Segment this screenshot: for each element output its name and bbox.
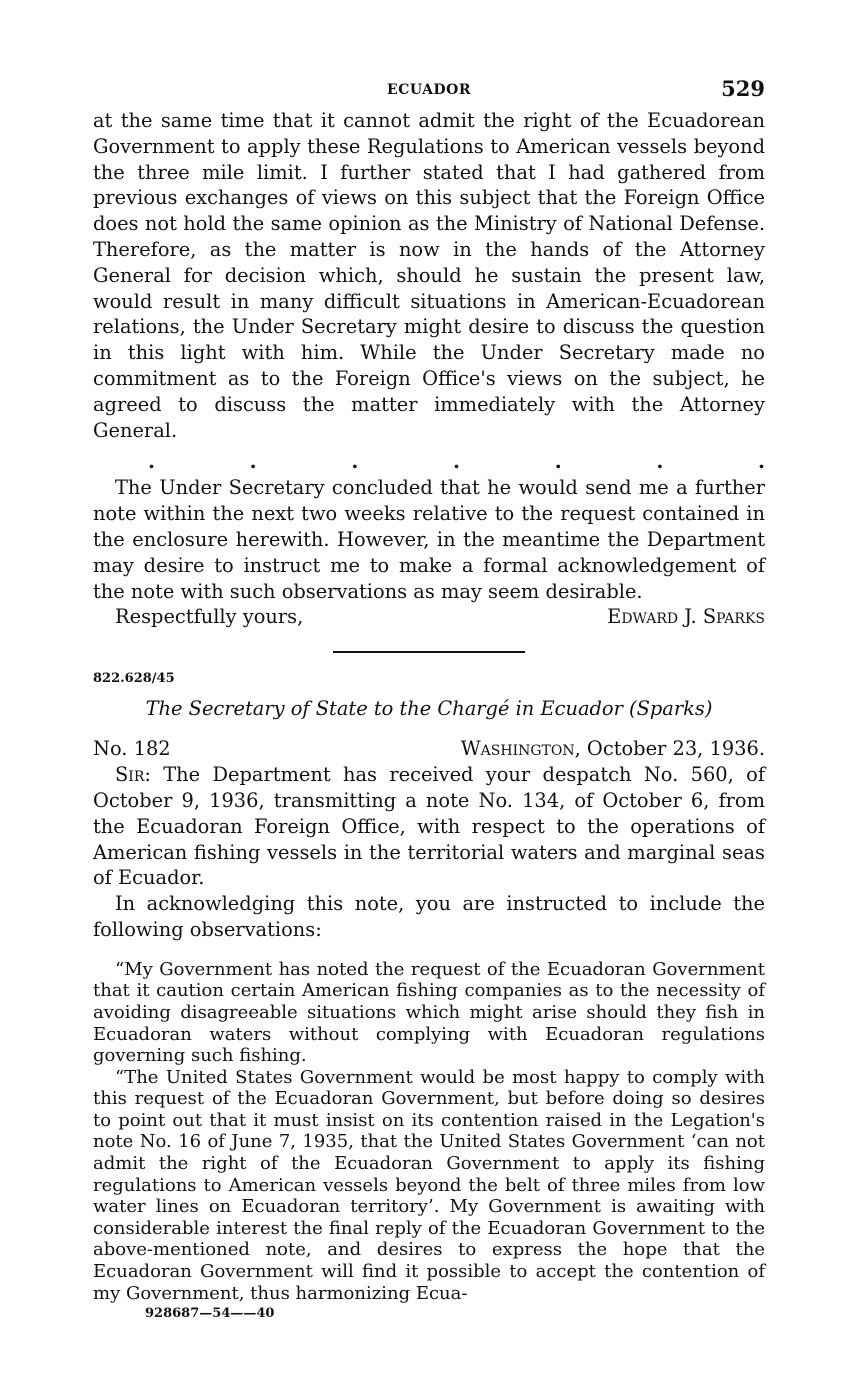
document-title: The Secretary of State to the Chargé in Ecuador (Sparks) [145, 697, 713, 721]
signatory-name: Edward J. Sparks [607, 605, 765, 629]
closing-paragraph: The Under Secretary concluded that he would send me a further note within the next two weeks relative to the request contained in the enclosure herewith. However, in the meantime the Department may desire to instruct me to make a formal acknowledgement of the note with such observations as may seem desirable. [93, 476, 765, 603]
ellipsis-dot: . [249, 449, 257, 474]
body-text: The Department has received your despatch No. 560, of October 9, 1936, transmitting a note No. 134, of October 6, from the Ecuadoran Foreign Office, with respect to the operations of American fishing vessels in the territorial waters and marginal seas of Ecuador. [93, 763, 765, 890]
place: Washington [460, 737, 575, 761]
section-divider [333, 651, 525, 653]
document-page [93, 74, 765, 1321]
ellipsis-dot: . [453, 449, 460, 474]
place-date [461, 736, 765, 762]
signature-block [93, 604, 765, 630]
ellipsis-dot: . [148, 449, 155, 474]
page-header [93, 74, 765, 108]
dateline [93, 736, 765, 762]
body-paragraph [93, 762, 765, 891]
continued-paragraph: at the same time that it cannot admit the right of the Ecuadorean Government to apply these Regulations to American vessels beyond the three mile limit. I further stated that I had gathered from previous exchanges of views on this subject that the Foreign Office does not hold the same opinion as the Ministry of National Defense. Therefore, as the matter is now in the hands of the Attorney General for decision which, should he sustain the present law, would result in many difficult situations in American-Ecuadorean relations, the Under Secretary might desire to discuss the question in this light with him. While the Under Secretary made no commitment as to the Foreign Office's views on the subject, he agreed to discuss the matter immediately with the Attorney General. [93, 109, 765, 442]
ellipsis-dot: . [758, 449, 765, 474]
ellipsis-dot: . [554, 449, 562, 474]
print-code: 928687—54——40 [145, 1306, 275, 1322]
ellipsis-dot: . [656, 449, 664, 474]
salutation: Sir: [115, 763, 151, 787]
complimentary-close: Respectfully yours, [115, 605, 304, 629]
page-number: 529 [721, 76, 765, 101]
ellipsis-dot: . [351, 449, 359, 474]
instruction-paragraph: In acknowledging this note, you are instructed to include the following observations: [93, 892, 765, 941]
ellipsis-row [93, 443, 765, 475]
file-number: 822.628/45 [93, 671, 175, 687]
quoted-paragraph: “The United States Government would be most happy to comply with this request of the Ecuadoran Government, but before doing so desires to point out that it must insist on its contention raised in the Legation's note No. 16 of June 7, 1935, that the United States Government ‘can not admit the right of the Ecuadoran Government to apply its fishing regulations to American vessels beyond the belt of three miles from low water lines on Ecuadoran territory’. My Government is awaiting with considerable interest the final reply of the Ecuadoran Government to the above-mentioned note, and desires to express the hope that the Ecuadoran Government will find it possible to accept the contention of my Government, thus harmonizing Ecua- [93, 1066, 765, 1304]
despatch-number: No. 182 [93, 737, 171, 761]
date: , October 23, 1936. [574, 737, 765, 761]
quoted-paragraph: “My Government has noted the request of the Ecuadoran Government that it caution certain American fishing companies as to the necessity of avoiding disagreeable situations which might arise should they fish in Ecuadoran waters without complying with Ecuadoran regulations governing such fishing. [93, 958, 765, 1067]
running-title: ECUADOR [387, 82, 471, 98]
